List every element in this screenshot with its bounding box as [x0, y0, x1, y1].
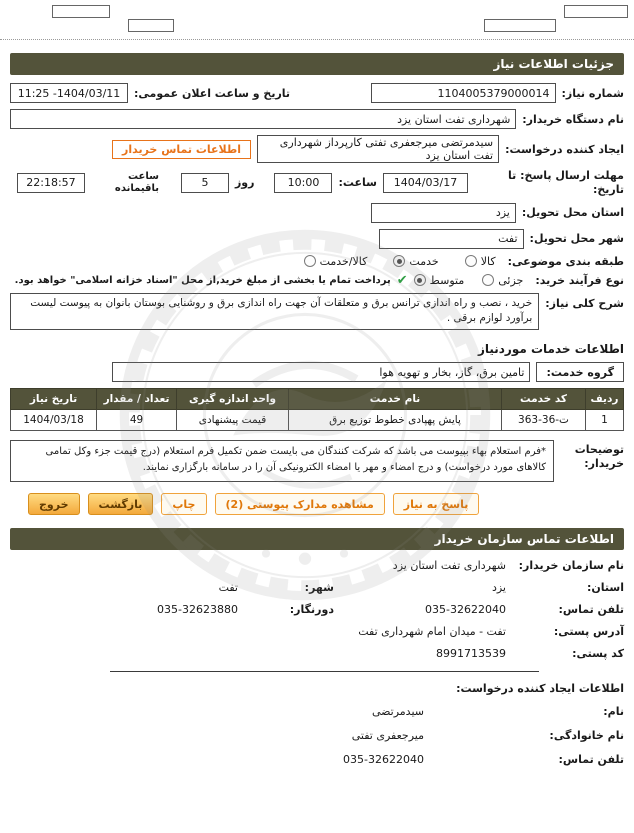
print-header-field	[484, 19, 556, 32]
creator-last-name-value: میرجعفری تفتی	[351, 729, 424, 742]
org-fax-value: 035-32623880	[157, 603, 238, 616]
treasury-payment-note: پرداخت تمام یا بخشی از مبلغ خرید,از محل "اسناد خزانه اسلامی" خواهد بود.	[14, 274, 391, 286]
services-section-title: اطلاعات خدمات موردنیاز	[477, 342, 624, 356]
org-city-value: تفت	[218, 581, 238, 594]
service-table-row	[11, 410, 624, 431]
details-section-title: جزئیات اطلاعات نیاز	[493, 57, 614, 71]
org-province-label: استان:	[587, 581, 624, 594]
creator-first-name-label: نام:	[603, 705, 624, 718]
creator-info-title: اطلاعات ایجاد کننده درخواست:	[456, 682, 624, 695]
col-header-unit: واحد اندازه گیری	[177, 389, 289, 410]
radio-icon[interactable]	[393, 255, 405, 267]
announce-datetime-value[interactable]: 1404/03/11- 11:25	[10, 83, 128, 103]
col-header-service-code: کد خدمت	[502, 389, 586, 410]
print-header-field	[128, 19, 174, 32]
subject-classification-row	[10, 255, 624, 268]
delivery-city-label: شهر محل تحویل:	[529, 232, 624, 245]
org-phone-label: تلفن تماس:	[558, 603, 624, 616]
exit-button[interactable]: خروج	[28, 493, 80, 515]
org-address-label: آدرس پستی:	[553, 625, 624, 638]
remaining-days-value[interactable]: 5	[181, 173, 229, 193]
org-contact-info	[10, 559, 624, 660]
radio-icon[interactable]	[482, 274, 494, 286]
general-description-label: شرح کلی نیاز:	[545, 296, 624, 310]
delivery-city-row	[10, 229, 624, 249]
treasury-checkbox-checked-icon[interactable]: ✔	[396, 272, 408, 288]
buyer-notes-row	[10, 440, 624, 482]
buyer-contact-button[interactable]: اطلاعات تماس خریدار	[112, 140, 251, 159]
buyer-notes-value[interactable]: *فرم استعلام بهاء بپیوست می باشد که شرکت کنندگان می بایست ضمن تکمیل فرم استعلام (درج قیمت جزء وکل تمامی کالاهای مورد درخواست) و درج امضاء و مهر یا امضاء الکترونیکی آن را در سامانه بارگزاری نمایند.	[10, 440, 554, 482]
category-option-service[interactable]	[393, 255, 438, 268]
back-button[interactable]: بازگشت	[88, 493, 154, 515]
creator-last-name-label: نام خانوادگی:	[549, 729, 624, 742]
cell-unit: قیمت پیشنهادی	[177, 410, 289, 431]
service-group-value[interactable]: تامین برق، گاز، بخار و تهویه هوا	[112, 362, 530, 382]
response-deadline-row	[10, 169, 624, 197]
delivery-province-row	[10, 203, 624, 223]
purchase-process-label: نوع فرآیند خرید:	[535, 273, 624, 287]
cell-service-code: ت-36-363	[502, 410, 586, 431]
request-creator-label: ایجاد کننده درخواست:	[505, 142, 624, 156]
cell-service-name: پایش پهپادی خطوط توزیع برق	[289, 410, 502, 431]
service-items-table	[10, 388, 624, 431]
cell-quantity: 49	[97, 410, 177, 431]
print-header-strip	[0, 0, 634, 40]
org-fax-label: دورنگار:	[289, 603, 334, 616]
print-button[interactable]: چاپ	[161, 493, 206, 515]
creator-info	[10, 705, 624, 766]
delivery-province-value[interactable]: یزد	[371, 203, 516, 223]
service-group-row	[10, 362, 624, 382]
view-attachments-button[interactable]: مشاهده مدارک پیوستی (2)	[215, 493, 385, 515]
radio-icon[interactable]	[414, 274, 426, 286]
process-option-medium[interactable]	[414, 274, 465, 287]
category-option-goods[interactable]	[465, 255, 496, 268]
buyer-org-row	[10, 109, 624, 129]
need-number-label: شماره نیاز:	[561, 86, 624, 100]
org-address-value: تفت - میدان امام شهرداری تفت	[358, 625, 506, 638]
creator-phone-label: تلفن تماس:	[558, 753, 624, 766]
radio-label: خدمت	[409, 254, 439, 268]
delivery-province-label: استان محل تحویل:	[521, 206, 624, 219]
radio-label: متوسط	[429, 273, 465, 287]
org-name-value: شهرداری تفت استان یزد	[392, 559, 506, 572]
remaining-days-label: روز	[234, 176, 255, 190]
action-buttons-row	[10, 493, 624, 515]
col-header-row-number: ردیف	[586, 389, 624, 410]
radio-label: کالا	[480, 254, 496, 268]
remaining-hours-value[interactable]: 22:18:57	[17, 173, 85, 193]
service-table-header-row	[11, 389, 624, 410]
radio-icon[interactable]	[304, 255, 316, 267]
section-divider	[110, 671, 539, 672]
announce-datetime-label: تاریخ و ساعت اعلان عمومی:	[134, 86, 291, 100]
process-option-minor[interactable]	[482, 274, 523, 287]
radio-icon[interactable]	[465, 255, 477, 267]
need-number-row	[10, 83, 624, 103]
org-postal-label: کد پستی:	[572, 647, 624, 660]
need-number-value[interactable]: 1104005379000014	[371, 83, 556, 103]
reply-to-need-button[interactable]: پاسخ به نیاز	[393, 493, 480, 515]
org-postal-value: 8991713539	[436, 647, 506, 660]
col-header-quantity: تعداد / مقدار	[97, 389, 177, 410]
col-header-service-name: نام خدمت	[289, 389, 502, 410]
service-group-label: گروه خدمت:	[536, 362, 624, 382]
org-name-label: نام سازمان خریدار:	[518, 559, 624, 572]
print-header-field	[52, 5, 110, 18]
deadline-date-value[interactable]: 1404/03/17	[383, 173, 468, 193]
cell-row-number: 1	[586, 410, 624, 431]
purchase-process-row	[10, 274, 624, 287]
creator-first-name-value: سیدمرتضی	[371, 705, 424, 718]
subject-classification-options	[304, 255, 496, 268]
print-header-field	[564, 5, 628, 18]
purchase-process-options	[414, 274, 524, 287]
delivery-city-value[interactable]: تفت	[379, 229, 524, 249]
org-city-label: شهر:	[304, 581, 334, 594]
request-creator-value[interactable]: سیدمرتضی میرجعفری تفتی کارپرداز شهرداری تفت استان یزد	[257, 135, 499, 163]
col-header-need-date: تاریخ نیاز	[11, 389, 97, 410]
details-section-header	[10, 53, 624, 75]
org-contact-section-header	[10, 528, 624, 550]
general-description-row	[10, 293, 624, 331]
org-phone-value: 035-32622040	[425, 603, 506, 616]
buyer-org-label: نام دستگاه خریدار:	[522, 112, 624, 126]
buyer-org-value[interactable]: شهرداری تفت استان یزد	[10, 109, 516, 129]
remaining-hours-label: ساعت باقیمانده	[114, 170, 159, 194]
org-province-value: یزد	[491, 581, 506, 594]
deadline-time-value[interactable]: 10:00	[274, 173, 332, 193]
org-contact-section-title: اطلاعات تماس سازمان خریدار	[434, 532, 614, 546]
radio-label: جزئی	[498, 273, 524, 287]
general-description-value[interactable]: خرید ، نصب و راه اندازی ترانس برق و متعلقات آن جهت راه اندازی برق و روشنایی بوستان بانوان به پیوست لیست برآورد لوازم برقی .	[10, 293, 539, 331]
deadline-time-label: ساعت:	[338, 176, 377, 190]
radio-label: کالا/خدمت	[319, 254, 368, 268]
subject-classification-label: طبقه بندی موضوعی:	[507, 254, 624, 268]
deadline-label: مهلت ارسال پاسخ: تا تاریخ:	[508, 169, 624, 196]
creator-phone-value: 035-32622040	[343, 753, 424, 766]
category-option-goods-service[interactable]	[304, 255, 368, 268]
buyer-notes-label: توضیحات خریدار:	[574, 443, 624, 471]
cell-need-date: 1404/03/18	[11, 410, 97, 431]
request-creator-row	[10, 135, 624, 163]
